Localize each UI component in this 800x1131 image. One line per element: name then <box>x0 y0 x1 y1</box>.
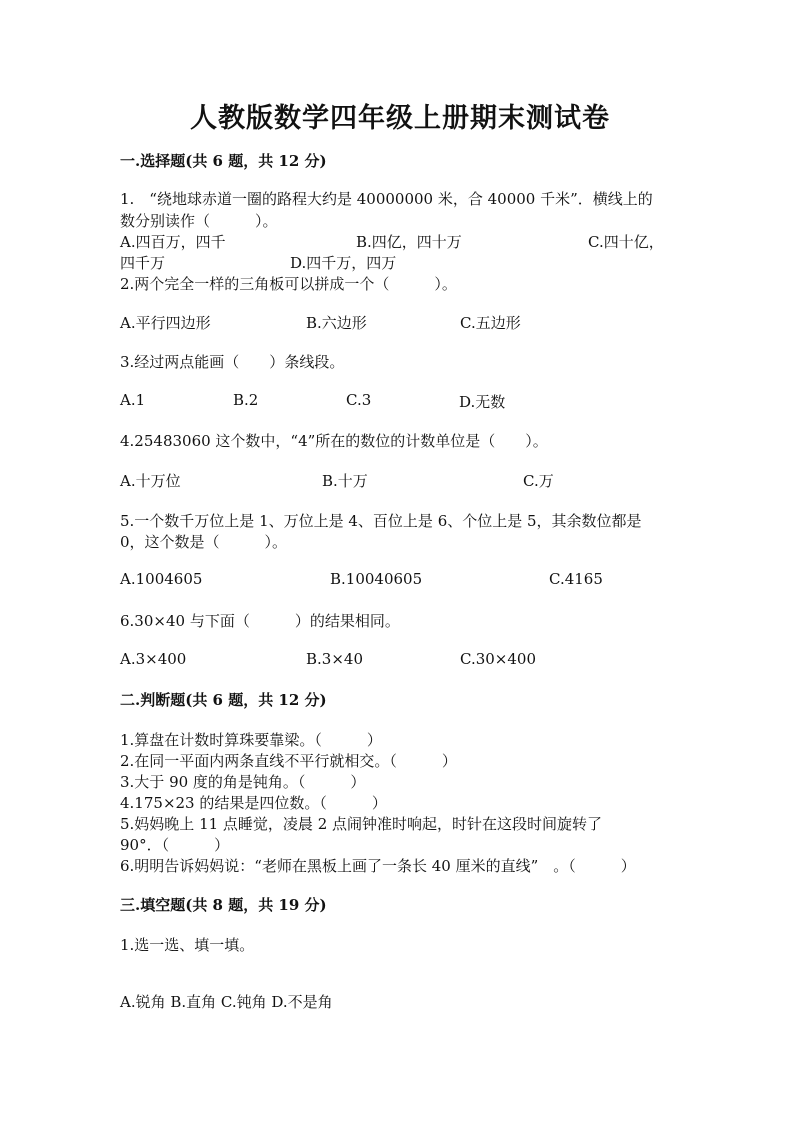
question-3-option-a: A.1 <box>120 391 146 409</box>
question-1-option-d: D.四千万，四万 <box>290 254 397 272</box>
question-5-option-c: C.4165 <box>549 570 603 588</box>
question-6-option-b: B.3×40 <box>306 650 363 668</box>
judgement-item: 4.175×23 的结果是四位数。（ ） <box>120 794 387 812</box>
question-6-text: 6.30×40 与下面（ ）的结果相同。 <box>120 612 400 630</box>
question-1-option-c-cont: 四千万 <box>120 254 166 272</box>
question-6-option-c: C.30×400 <box>460 650 536 668</box>
question-5-option-a: A.1004605 <box>120 570 203 588</box>
question-4-text: 4.25483060 这个数中，“4”所在的数位的计数单位是（ ）。 <box>120 432 548 450</box>
fill-question-1-text: 1.选一选、填一填。 <box>120 936 255 954</box>
question-4-option-a: A.十万位 <box>120 472 181 490</box>
question-3-text: 3.经过两点能画（ ）条线段。 <box>120 353 345 371</box>
question-3-option-b: B.2 <box>233 391 259 409</box>
question-6-option-a: A.3×400 <box>120 650 187 668</box>
question-5-line-1: 5.一个数千万位上是 1、万位上是 4、百位上是 6、个位上是 5，其余数位都是 <box>120 512 642 530</box>
question-1-line-2: 数分别读作（ ）。 <box>120 212 278 230</box>
question-3-option-d: D.无数 <box>459 393 506 411</box>
question-4-option-b: B.十万 <box>322 472 368 490</box>
question-1-option-a: A.四百万，四千 <box>120 233 226 251</box>
question-2-option-a: A.平行四边形 <box>120 314 211 332</box>
section-heading-fill-in: 三.填空题(共 8 题，共 19 分) <box>120 896 327 914</box>
question-2-option-c: C.五边形 <box>460 314 521 332</box>
question-1-line-1: 1. “绕地球赤道一圈的路程大约是 40000000 米，合 40000 千米”．横线上的 <box>120 190 653 208</box>
question-5-option-b: B.10040605 <box>330 570 423 588</box>
section-heading-judgement: 二.判断题(共 6 题，共 12 分) <box>120 691 327 709</box>
question-2-option-b: B.六边形 <box>306 314 367 332</box>
judgement-item-cont: 90°．（ ） <box>120 836 230 854</box>
judgement-item: 5.妈妈晚上 11 点睡觉，凌晨 2 点闹钟准时响起，时针在这段时间旋转了 <box>120 815 603 833</box>
page-title: 人教版数学四年级上册期末测试卷 <box>190 103 610 134</box>
section-heading-choice: 一.选择题(共 6 题，共 12 分) <box>120 152 327 170</box>
question-3-option-c: C.3 <box>346 391 372 409</box>
question-1-option-b: B.四亿，四十万 <box>356 233 462 251</box>
fill-question-1-options: A.锐角 B.直角 C.钝角 D.不是角 <box>120 993 333 1011</box>
question-5-line-2: 0，这个数是（ ）。 <box>120 533 288 551</box>
question-4-option-c: C.万 <box>523 472 554 490</box>
judgement-item: 6.明明告诉妈妈说：“老师在黑板上画了一条长 40 厘米的直线” 。（ ） <box>120 857 636 875</box>
judgement-item: 3.大于 90 度的角是钝角。（ ） <box>120 773 366 791</box>
question-2-text: 2.两个完全一样的三角板可以拼成一个（ ）。 <box>120 275 457 293</box>
question-1-option-c: C.四十亿， <box>588 233 664 251</box>
judgement-item: 1.算盘在计数时算珠要靠梁。（ ） <box>120 731 382 749</box>
judgement-item: 2.在同一平面内两条直线不平行就相交。（ ） <box>120 752 457 770</box>
